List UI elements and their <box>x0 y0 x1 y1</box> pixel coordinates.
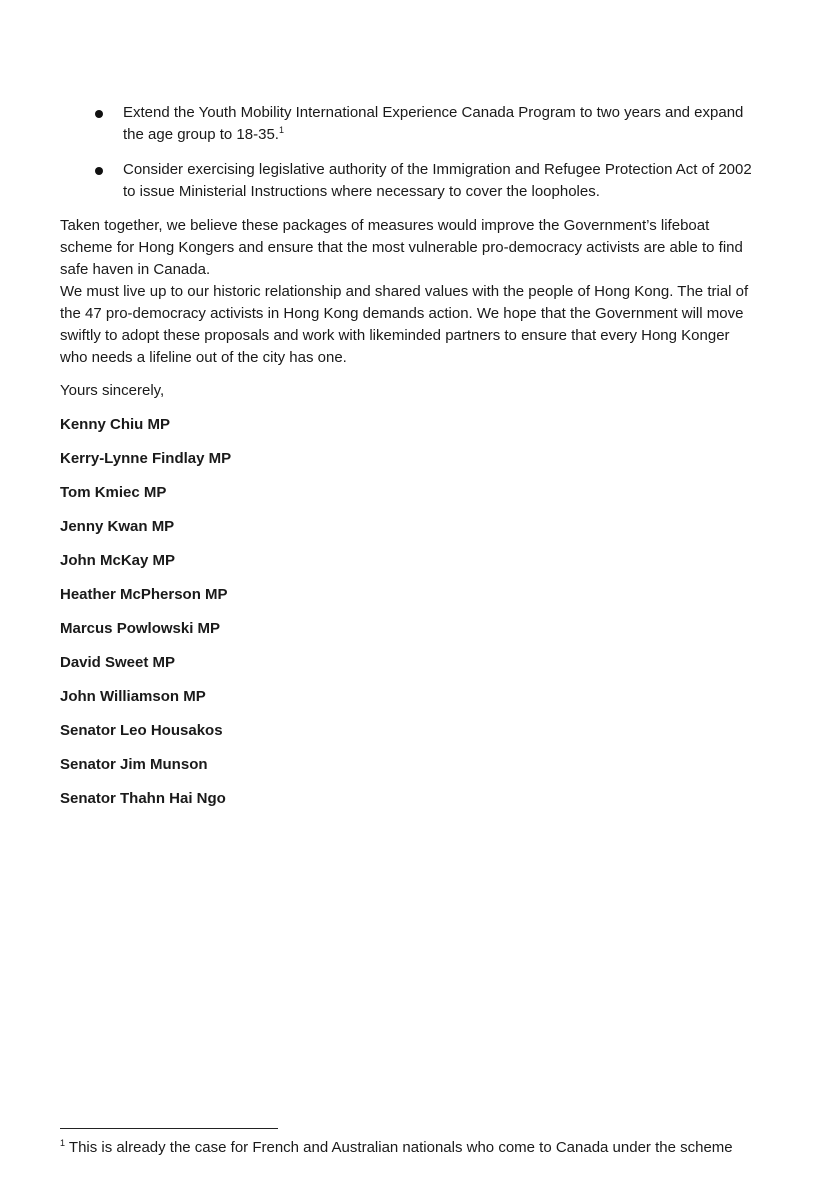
bullet-text: Extend the Youth Mobility International Experience Canada Program to two years and expand the age group to 18-35. <box>123 104 744 143</box>
footnote <box>60 1137 800 1159</box>
signatory-name: John McKay MP <box>60 552 176 569</box>
signatory-name: David Sweet MP <box>60 654 176 671</box>
signatory-name: Jenny Kwan MP <box>60 518 175 535</box>
body-paragraph: Taken together, we believe these packages of measures would improve the Government’s lifeboat scheme for Hong Kongers and ensure that the most vulnerable pro-democracy activists are able to find safe haven in Canada. <box>60 217 743 278</box>
signatory-list <box>60 414 231 822</box>
bullet-icon <box>95 110 103 118</box>
recommendation-list <box>60 102 760 216</box>
signatory-name: Senator Thahn Hai Ngo <box>60 790 226 807</box>
list-item <box>60 102 760 146</box>
bullet-text: Consider exercising legislative authority of the Immigration and Refugee Protection Act of 2002 to issue Ministerial Instructions where necessary to cover the loopholes. <box>123 161 752 200</box>
footnote-marker: 1 <box>60 1138 66 1148</box>
closing-salutation: Yours sincerely, <box>60 382 165 399</box>
signatory-name: Senator Leo Housakos <box>60 722 223 739</box>
footnote-divider <box>60 1128 278 1129</box>
signatory-name: Heather McPherson MP <box>60 586 228 603</box>
signatory-name: Senator Jim Munson <box>60 756 208 773</box>
body-paragraph: We must live up to our historic relationship and shared values with the people of Hong Kong. The trial of the 47 pro-democracy activists in Hong Kong demands action. We hope that the Government will move swiftly to adopt these proposals and work with likeminded partners to ensure that every Hong Konger who needs a lifeline out of the city has one. <box>60 283 749 366</box>
footnote-reference[interactable]: 1 <box>278 125 284 135</box>
signatory-name: John Williamson MP <box>60 688 206 705</box>
footnote-text: This is already the case for French and Australian nationals who come to Canada under the scheme <box>68 1139 733 1156</box>
signatory-name: Kenny Chiu MP <box>60 416 171 433</box>
bullet-icon <box>95 167 103 175</box>
signatory-name: Marcus Powlowski MP <box>60 620 221 637</box>
list-item <box>60 159 760 203</box>
signatory-name: Tom Kmiec MP <box>60 484 167 501</box>
signatory-name: Kerry-Lynne Findlay MP <box>60 450 232 467</box>
